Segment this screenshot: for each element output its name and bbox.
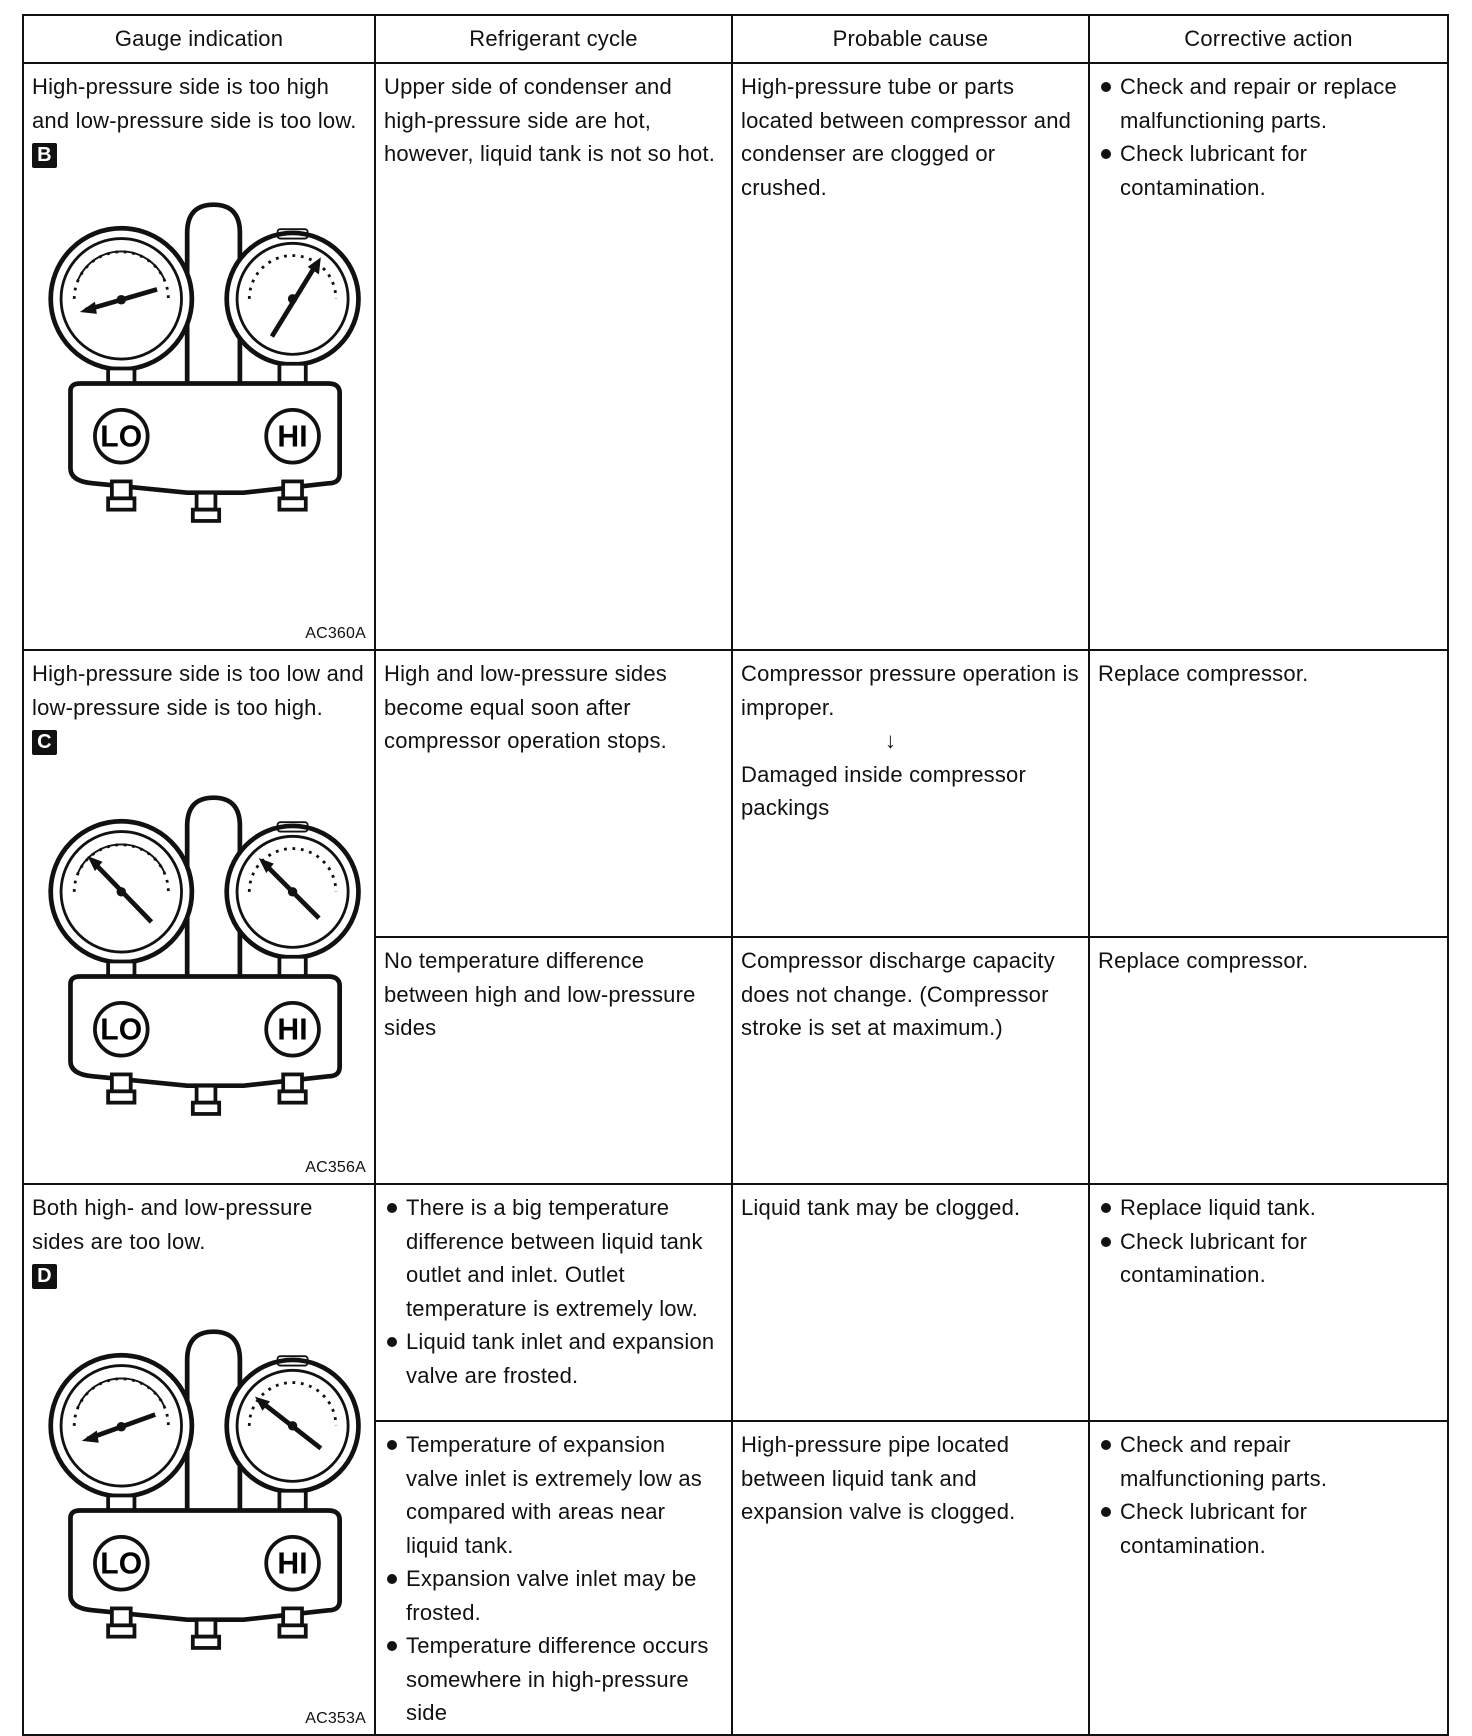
gauge-manifold-illustration	[46, 778, 366, 1128]
gauge-indication-text: High-pressure side is too high and low-pressure side is too low.	[32, 74, 357, 133]
table-row-d-1	[23, 1184, 1448, 1421]
header-corrective-action: Corrective action	[1089, 15, 1448, 63]
gauge-cell-c	[23, 650, 375, 1184]
probable-cause-cell: High-pressure tube or parts located between compressor and condenser are clogged or crushed.	[732, 63, 1089, 650]
refrigerant-cycle-cell: Upper side of condenser and high-pressure side are hot, however, liquid tank is not so hot.	[375, 63, 732, 650]
refrigerant-cycle-cell	[375, 1421, 732, 1735]
gauge-manifold-illustration	[46, 185, 366, 535]
lo-label: LO	[100, 1013, 143, 1047]
probable-cause-cell: Compressor discharge capacity does not change. (Compressor stroke is set at maximum.)	[732, 937, 1089, 1184]
action-item: Check lubricant for contamination.	[1098, 1495, 1439, 1562]
gauge-indication-text: Both high- and low-pressure sides are too low.	[32, 1195, 313, 1254]
letter-badge-c: C	[32, 730, 57, 755]
refrigerant-cycle-cell: High and low-pressure sides become equal soon after compressor operation stops.	[375, 650, 732, 937]
action-item: Check lubricant for contamination.	[1098, 1225, 1439, 1292]
action-item: Replace liquid tank.	[1098, 1191, 1439, 1225]
hi-label: HI	[277, 1547, 308, 1581]
action-item: Check and repair or replace malfunctioning parts.	[1098, 70, 1439, 137]
header-refrigerant-cycle: Refrigerant cycle	[375, 15, 732, 63]
figure-code: AC356A	[305, 1159, 366, 1176]
letter-badge-d: D	[32, 1264, 57, 1289]
cycle-item: Expansion valve inlet may be frosted.	[384, 1562, 723, 1629]
action-item: Check lubricant for contamination.	[1098, 137, 1439, 204]
corrective-action-cell	[1089, 1421, 1448, 1735]
cycle-item: Liquid tank inlet and expansion valve are frosted.	[384, 1325, 723, 1392]
cycle-item: There is a big temperature difference between liquid tank outlet and inlet. Outlet temperature is extremely low.	[384, 1191, 723, 1325]
corrective-action-cell	[1089, 63, 1448, 650]
down-arrow-icon: ↓	[884, 728, 897, 753]
probable-cause-cell: Liquid tank may be clogged.	[732, 1184, 1089, 1421]
lo-label: LO	[100, 1547, 143, 1581]
corrective-action-cell: Replace compressor.	[1089, 937, 1448, 1184]
figure-code: AC360A	[305, 625, 366, 642]
header-row	[23, 15, 1448, 63]
probable-cause-cell: High-pressure pipe located between liquid tank and expansion valve is clogged.	[732, 1421, 1089, 1735]
hi-label: HI	[277, 420, 308, 454]
cause-text: Compressor pressure operation is improper.	[741, 661, 1079, 720]
lo-label: LO	[100, 420, 143, 454]
probable-cause-cell	[732, 650, 1089, 937]
figure-code: AC353A	[305, 1709, 366, 1727]
action-item: Check and repair malfunctioning parts.	[1098, 1428, 1439, 1495]
gauge-indication-text: High-pressure side is too low and low-pressure side is too high.	[32, 661, 364, 720]
letter-badge-b: B	[32, 143, 57, 168]
cycle-item: Temperature of expansion valve inlet is extremely low as compared with areas near liquid tank.	[384, 1428, 723, 1562]
table-row-c-1	[23, 650, 1448, 937]
corrective-action-cell: Replace compressor.	[1089, 650, 1448, 937]
cycle-item: Temperature difference occurs somewhere in high-pressure side	[384, 1629, 723, 1730]
gauge-cell-d	[23, 1184, 375, 1735]
corrective-action-cell	[1089, 1184, 1448, 1421]
header-gauge-indication: Gauge indication	[23, 15, 375, 63]
refrigerant-cycle-cell: No temperature difference between high and low-pressure sides	[375, 937, 732, 1184]
gauge-cell-b	[23, 63, 375, 650]
troubleshooting-table	[22, 14, 1449, 1736]
refrigerant-cycle-cell	[375, 1184, 732, 1421]
gauge-manifold-illustration	[46, 1312, 366, 1662]
header-probable-cause: Probable cause	[732, 15, 1089, 63]
table-row-b	[23, 63, 1448, 650]
cause-text: Damaged inside compressor packings	[741, 761, 1027, 820]
hi-label: HI	[277, 1013, 308, 1047]
